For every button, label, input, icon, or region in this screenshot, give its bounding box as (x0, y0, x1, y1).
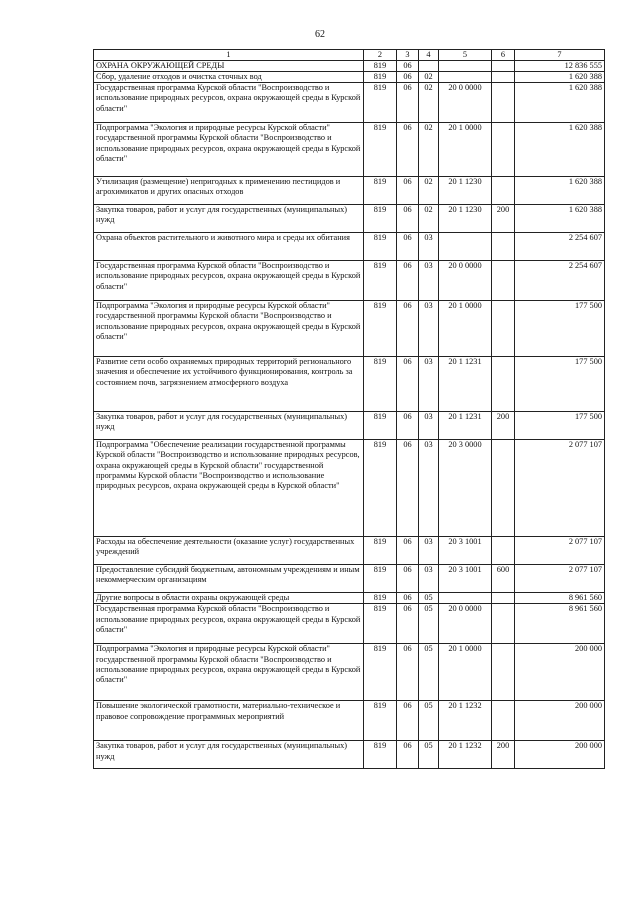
row-amount: 1 620 388 (515, 123, 605, 177)
row-grbs: 819 (364, 205, 397, 233)
col-header-amount: 7 (515, 50, 605, 61)
row-subsection: 03 (419, 301, 439, 357)
row-target-article: 20 3 0000 (439, 440, 492, 537)
row-section: 06 (397, 537, 419, 565)
row-amount: 2 077 107 (515, 537, 605, 565)
col-header-grbs: 2 (364, 50, 397, 61)
row-name: Повышение экологической грамотности, материально-техническое и правовое сопровождение программных мероприятий (94, 701, 364, 741)
table-row (94, 83, 605, 123)
row-expense-type (492, 604, 515, 644)
table-row (94, 440, 605, 537)
row-grbs: 819 (364, 301, 397, 357)
row-section: 06 (397, 205, 419, 233)
row-grbs: 819 (364, 72, 397, 83)
row-section: 06 (397, 177, 419, 205)
row-section: 06 (397, 261, 419, 301)
row-amount: 177 500 (515, 357, 605, 412)
row-grbs: 819 (364, 701, 397, 741)
row-grbs: 819 (364, 357, 397, 412)
row-grbs: 819 (364, 741, 397, 769)
row-grbs: 819 (364, 537, 397, 565)
col-header-expense-type: 6 (492, 50, 515, 61)
row-name: Государственная программа Курской области "Воспроизводство и использование природных ресурсов, охрана окружающей среды в Курской области" (94, 604, 364, 644)
row-name: Подпрограмма "Обеспечение реализации государственной программы Курской области "Воспроизводство и использование природных ресурсов, охрана окружающей среды в Курской области" государственной программы Курской области "Воспроизводство и использование природных ресурсов, охрана окружающей среды в Курской области" (94, 440, 364, 537)
row-target-article (439, 61, 492, 72)
row-section: 06 (397, 701, 419, 741)
row-subsection: 02 (419, 83, 439, 123)
row-name: Подпрограмма "Экология и природные ресурсы Курской области" государственной программы Курской области "Воспроизводство и использование природных ресурсов, охрана окружающей среды в Курской области" (94, 123, 364, 177)
row-name: Охрана объектов растительного и животного мира и среды их обитания (94, 233, 364, 261)
row-grbs: 819 (364, 233, 397, 261)
row-expense-type (492, 123, 515, 177)
row-target-article: 20 3 1001 (439, 565, 492, 593)
table-row (94, 537, 605, 565)
row-target-article: 20 1 1232 (439, 741, 492, 769)
table-row (94, 644, 605, 701)
row-grbs: 819 (364, 177, 397, 205)
row-section: 06 (397, 357, 419, 412)
row-section: 06 (397, 565, 419, 593)
table-row (94, 72, 605, 83)
table-row (94, 412, 605, 440)
row-expense-type (492, 701, 515, 741)
row-grbs: 819 (364, 261, 397, 301)
row-target-article: 20 3 1001 (439, 537, 492, 565)
col-header-target-article: 5 (439, 50, 492, 61)
row-target-article: 20 1 1230 (439, 177, 492, 205)
row-grbs: 819 (364, 644, 397, 701)
row-amount: 200 000 (515, 701, 605, 741)
row-name: Утилизация (размещение) непригодных к применению пестицидов и агрохимикатов и других опасных отходов (94, 177, 364, 205)
row-subsection: 05 (419, 604, 439, 644)
row-amount: 177 500 (515, 301, 605, 357)
row-expense-type (492, 301, 515, 357)
row-name: Закупка товаров, работ и услуг для государственных (муниципальных) нужд (94, 205, 364, 233)
row-subsection: 02 (419, 72, 439, 83)
row-amount: 2 077 107 (515, 440, 605, 537)
row-subsection: 02 (419, 205, 439, 233)
row-grbs: 819 (364, 61, 397, 72)
row-amount: 1 620 388 (515, 177, 605, 205)
row-amount: 12 836 555 (515, 61, 605, 72)
row-section: 06 (397, 61, 419, 72)
row-target-article: 20 1 1231 (439, 357, 492, 412)
row-subsection: 02 (419, 177, 439, 205)
row-section: 06 (397, 440, 419, 537)
row-expense-type (492, 644, 515, 701)
row-section: 06 (397, 72, 419, 83)
row-subsection: 02 (419, 123, 439, 177)
row-amount: 8 961 560 (515, 604, 605, 644)
row-section: 06 (397, 604, 419, 644)
col-header-subsection: 4 (419, 50, 439, 61)
row-section: 06 (397, 593, 419, 604)
row-grbs: 819 (364, 412, 397, 440)
row-subsection: 03 (419, 565, 439, 593)
row-target-article: 20 1 0000 (439, 644, 492, 701)
row-expense-type (492, 177, 515, 205)
row-target-article: 20 1 0000 (439, 123, 492, 177)
row-expense-type: 200 (492, 741, 515, 769)
table-row (94, 593, 605, 604)
row-subsection: 03 (419, 440, 439, 537)
row-subsection: 05 (419, 701, 439, 741)
column-number-row (94, 50, 605, 61)
row-section: 06 (397, 301, 419, 357)
table-row (94, 565, 605, 593)
row-name: Закупка товаров, работ и услуг для государственных (муниципальных) нужд (94, 741, 364, 769)
col-header-name: 1 (94, 50, 364, 61)
table-row (94, 205, 605, 233)
table-row (94, 357, 605, 412)
row-grbs: 819 (364, 83, 397, 123)
row-subsection: 03 (419, 357, 439, 412)
row-grbs: 819 (364, 593, 397, 604)
row-target-article: 20 1 1230 (439, 205, 492, 233)
row-name: Развитие сети особо охраняемых природных территорий регионального значения и обеспечение их устойчивого функционирования, контроль за состоянием почв, загрязнением атмосферного воздуха (94, 357, 364, 412)
row-grbs: 819 (364, 565, 397, 593)
row-name: Расходы на обеспечение деятельности (оказание услуг) государственных учреждений (94, 537, 364, 565)
row-target-article (439, 593, 492, 604)
row-name: Подпрограмма "Экология и природные ресурсы Курской области" государственной программы Курской области "Воспроизводство и использование природных ресурсов, охрана окружающей среды в Курской области" (94, 644, 364, 701)
table-row (94, 61, 605, 72)
row-expense-type (492, 83, 515, 123)
page-number: 62 (315, 29, 325, 40)
row-amount: 2 254 607 (515, 233, 605, 261)
row-expense-type (492, 537, 515, 565)
table-row (94, 177, 605, 205)
row-target-article: 20 0 0000 (439, 261, 492, 301)
table-row (94, 123, 605, 177)
table-row (94, 261, 605, 301)
row-subsection: 03 (419, 537, 439, 565)
row-target-article: 20 1 1231 (439, 412, 492, 440)
row-target-article: 20 0 0000 (439, 83, 492, 123)
row-target-article (439, 233, 492, 261)
row-expense-type (492, 233, 515, 261)
row-grbs: 819 (364, 604, 397, 644)
row-name: Предоставление субсидий бюджетным, автономным учреждениям и иным некоммерческим организациям (94, 565, 364, 593)
row-subsection: 05 (419, 644, 439, 701)
row-name: ОХРАНА ОКРУЖАЮЩЕЙ СРЕДЫ (94, 61, 364, 72)
col-header-section: 3 (397, 50, 419, 61)
table-row (94, 741, 605, 769)
row-amount: 200 000 (515, 741, 605, 769)
row-target-article: 20 1 0000 (439, 301, 492, 357)
row-expense-type (492, 357, 515, 412)
row-expense-type (492, 261, 515, 301)
row-amount: 1 620 388 (515, 83, 605, 123)
row-amount: 2 254 607 (515, 261, 605, 301)
table-body (94, 61, 605, 769)
row-target-article (439, 72, 492, 83)
row-target-article: 20 0 0000 (439, 604, 492, 644)
row-section: 06 (397, 233, 419, 261)
row-amount: 8 961 560 (515, 593, 605, 604)
row-grbs: 819 (364, 123, 397, 177)
row-expense-type (492, 61, 515, 72)
row-expense-type: 200 (492, 412, 515, 440)
row-name: Подпрограмма "Экология и природные ресурсы Курской области" государственной программы Курской области "Воспроизводство и использование природных ресурсов, охрана окружающей среды в Курской области" (94, 301, 364, 357)
row-section: 06 (397, 741, 419, 769)
row-expense-type (492, 593, 515, 604)
row-amount: 177 500 (515, 412, 605, 440)
table-row (94, 233, 605, 261)
row-section: 06 (397, 123, 419, 177)
row-amount: 1 620 388 (515, 205, 605, 233)
row-expense-type (492, 72, 515, 83)
row-name: Закупка товаров, работ и услуг для государственных (муниципальных) нужд (94, 412, 364, 440)
row-section: 06 (397, 644, 419, 701)
budget-table (93, 49, 605, 769)
row-subsection: 03 (419, 261, 439, 301)
table-row (94, 301, 605, 357)
table-row (94, 604, 605, 644)
row-expense-type (492, 440, 515, 537)
row-name: Другие вопросы в области охраны окружающей среды (94, 593, 364, 604)
row-name: Сбор, удаление отходов и очистка сточных вод (94, 72, 364, 83)
row-subsection (419, 61, 439, 72)
row-section: 06 (397, 412, 419, 440)
row-name: Государственная программа Курской области "Воспроизводство и использование природных ресурсов, охрана окружающей среды в Курской области" (94, 83, 364, 123)
row-amount: 2 077 107 (515, 565, 605, 593)
row-expense-type: 200 (492, 205, 515, 233)
row-amount: 200 000 (515, 644, 605, 701)
row-target-article: 20 1 1232 (439, 701, 492, 741)
row-subsection: 03 (419, 412, 439, 440)
row-section: 06 (397, 83, 419, 123)
row-subsection: 05 (419, 741, 439, 769)
row-expense-type: 600 (492, 565, 515, 593)
row-amount: 1 620 388 (515, 72, 605, 83)
row-grbs: 819 (364, 440, 397, 537)
row-subsection: 03 (419, 233, 439, 261)
row-name: Государственная программа Курской области "Воспроизводство и использование природных ресурсов, охрана окружающей среды в Курской области" (94, 261, 364, 301)
table-row (94, 701, 605, 741)
row-subsection: 05 (419, 593, 439, 604)
